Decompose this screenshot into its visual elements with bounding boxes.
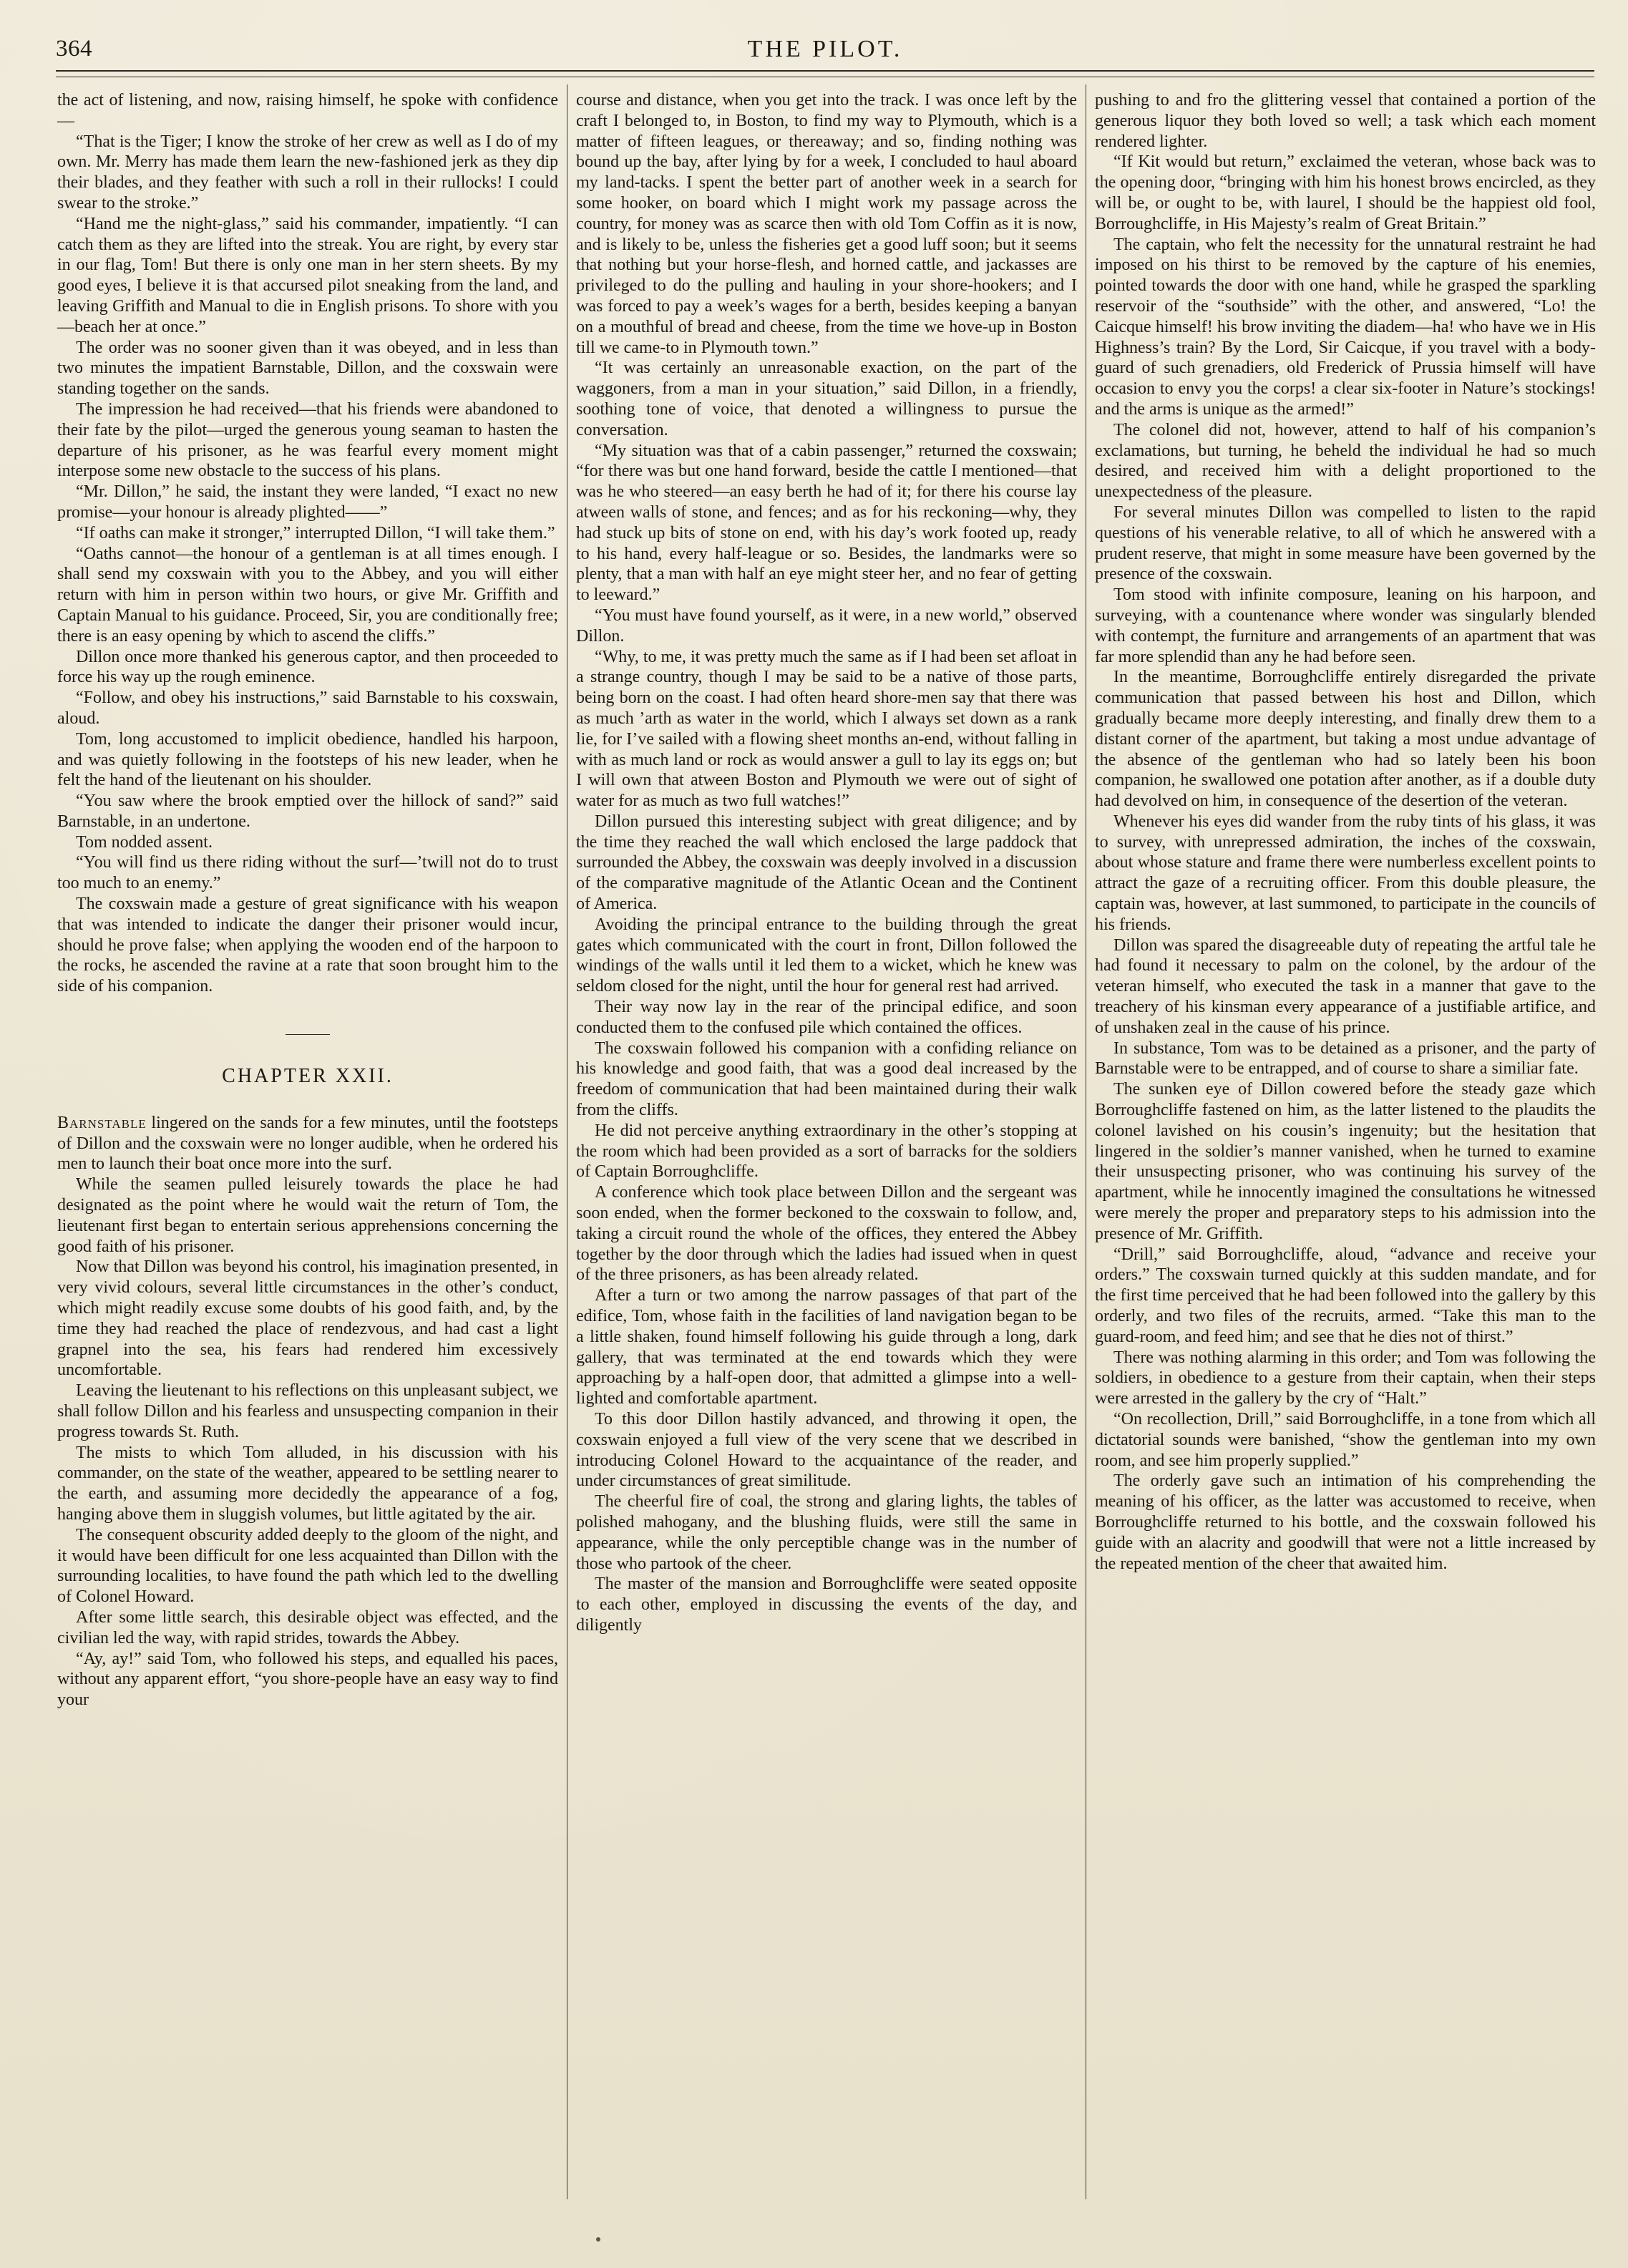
paragraph: “If Kit would but return,” exclaimed the veteran, whose back was to the opening door, “bringing with him his honest brows encircled, as they will be, or ought to be, with laurel, I should be the happiest old fool, Borroughcliffe, in His Majesty’s realm of Great Britain.” bbox=[1095, 152, 1596, 233]
paragraph: Tom nodded assent. bbox=[76, 832, 213, 852]
paragraph: Avoiding the principal entrance to the building through the great gates which communicated with the court in front, Dillon followed the windings of the walls until it led them to a wicket, which he knew was seldom closed for the night, until the hour for general rest had arrived. bbox=[576, 915, 1077, 996]
paragraph: “Follow, and obey his instructions,” said Barnstable to his coxswain, aloud. bbox=[57, 688, 558, 728]
paragraph: The order was no sooner given than it was obeyed, and in less than two minutes the impatient Barnstable, Dillon, and the coxswain were standing together on the sands. bbox=[57, 338, 558, 399]
text-column-3 bbox=[1095, 90, 1596, 1574]
section-divider bbox=[286, 1034, 330, 1035]
header-rule bbox=[56, 70, 1594, 77]
paragraph: “That is the Tiger; I know the stroke of her crew as well as I do of my own. Mr. Merry has made them learn the new-fashioned jerk as they dip their blades, and they feather with such a roll in their rullocks! I could swear to the stroke.” bbox=[57, 132, 558, 213]
paragraph: He did not perceive anything extraordinary in the other’s stopping at the room which had been provided as a sort of barracks for the soldiers of Captain Borroughcliffe. bbox=[576, 1121, 1077, 1182]
paragraph: The consequent obscurity added deeply to the gloom of the night, and it would have been difficult for one less acquainted than Dillon with the surrounding localities, to have found the path which led to the dwelling of Colonel Howard. bbox=[57, 1525, 558, 1607]
paragraph: The colonel did not, however, attend to half of his companion’s exclamations, but turning, he beheld the individual he had so much desired, and received him with a delight proportioned to the unexpectedness of the pleasure. bbox=[1095, 420, 1596, 502]
paragraph: “You saw where the brook emptied over the hillock of sand?” said Barnstable, in an undertone. bbox=[57, 792, 558, 831]
paragraph: Dillon was spared the disagreeable duty of repeating the artful tale he had found it necessary to palm on the colonel, by the ardour of the veteran himself, who executed the task in a manner that gave to the treachery of his kinsman every appearance of a justifiable artifice, and of unshaken zeal in the cause of his prince. bbox=[1095, 935, 1596, 1037]
text-column-1 bbox=[57, 90, 558, 1710]
paragraph: The coxswain followed his companion with a confiding reliance on his knowledge and good faith, that was a good deal increased by the freedom of communication that had been maintained during their walk from the cliffs. bbox=[576, 1038, 1077, 1120]
paragraph: In the meantime, Borroughcliffe entirely disregarded the private communication that passed between his host and Dillon, which gradually became more deeply interesting, and finally drew them to a distant corner of the apartment, but taking a most undue advantage of the absence of the gentleman who had so lately been his boon companion, he swallowed one potation after another, as if a double duty had devolved on him, in consequence of the desertion of the veteran. bbox=[1095, 668, 1596, 811]
paragraph: The orderly gave such an intimation of his comprehending the meaning of his officer, as the latter was accustomed to receive, when Borroughcliffe returned to his bottle, and the coxswain followed his guide with an alacrity and goodwill that were not a little increased by the repeated mention of the cheer that awaited him. bbox=[1095, 1471, 1596, 1573]
paragraph: A conference which took place between Dillon and the sergeant was soon ended, when the former beckoned to the coxswain to follow, and, taking a circuit round the whole of the offices, they entered the Abbey together by the door through which the ladies had issued when in quest of the three prisoners, as has been already related. bbox=[576, 1183, 1077, 1285]
paragraph: Tom, long accustomed to implicit obedience, handled his harpoon, and was quietly following in the footsteps of his new leader, when he felt the hand of the lieutenant on his shoulder. bbox=[57, 729, 558, 790]
paragraph: While the seamen pulled leisurely towards the place he had designated as the point where he would wait the return of Tom, the lieutenant first began to entertain serious apprehensions concerning the good faith of his prisoner. bbox=[57, 1175, 558, 1256]
paragraph: Dillon once more thanked his generous captor, and then proceeded to force his way up the rough eminence. bbox=[57, 647, 558, 687]
paragraph: “Mr. Dillon,” he said, the instant they were landed, “I exact no new promise—your honour is already plighted——” bbox=[57, 482, 558, 522]
paragraph: “Drill,” said Borroughcliffe, aloud, “advance and receive your orders.” The coxswain turned quickly at this sudden mandate, and for the first time perceived that he had been followed into the gallery by this orderly, and two files of the recruits, armed. “Take this man to the guard-room, and feed him; and see that he dies not of thirst.” bbox=[1095, 1245, 1596, 1346]
paragraph: “You will find us there riding without the surf—’twill not do to trust too much to an enemy.” bbox=[57, 853, 558, 893]
paragraph: To this door Dillon hastily advanced, and throwing it open, the coxswain enjoyed a full view of the very scene that we described in introducing Colonel Howard to the acquaintance of the reader, and under circumstances of great similitude. bbox=[576, 1410, 1077, 1491]
paragraph: After some little search, this desirable object was effected, and the civilian led the way, with rapid strides, towards the Abbey. bbox=[57, 1607, 558, 1648]
paragraph: There was nothing alarming in this order; and Tom was following the soldiers, in obedience to a gesture from their captain, when their steps were arrested in the gallery by the cry of “Halt.” bbox=[1095, 1348, 1596, 1408]
paragraph: Dillon pursued this interesting subject with great diligence; and by the time they reached the wall which enclosed the large paddock that surrounded the Abbey, the coxswain was deeply involved in a discussion of the comparative magnitude of the Atlantic Ocean and the Continent of America. bbox=[576, 812, 1077, 914]
paragraph: The master of the mansion and Borroughcliffe were seated opposite to each other, employed in discussing the events of the day, and diligently bbox=[576, 1575, 1077, 1635]
paragraph: Their way now lay in the rear of the principal edifice, and soon conducted them to the confused pile which contained the offices. bbox=[576, 998, 1077, 1037]
paragraph: Now that Dillon was beyond his control, his imagination presented, in very vivid colours, several little circumstances in the other’s conduct, which might readily excuse some doubts of his good faith, and, by the time they had reached the place of rendezvous, and had cast a light grapnel into the sea, his fears had rendered him excessively uncomfortable. bbox=[57, 1257, 558, 1380]
paragraph: “Oaths cannot—the honour of a gentleman is at all times enough. I shall send my coxswain with you to the Abbey, and you will either return with him in person within two hours, or give Mr. Griffith and Captain Manual to his guidance. Proceed, Sir, you are conditionally free; there is an easy opening by which to ascend the cliffs.” bbox=[57, 544, 558, 646]
paragraph: The mists to which Tom alluded, in his discussion with his commander, on the state of the weather, appeared to be settling nearer to the earth, and assuming more decidedly the appearance of a fog, hanging above them in sluggish volumes, but little agitated by the air. bbox=[57, 1443, 558, 1524]
paragraph: “My situation was that of a cabin passenger,” returned the coxswain; “for there was but one hand forward, beside the cattle I mentioned—that was he who steered—an easy berth he had of it; for there his course lay atween walls of stone, and fences; and as for his reckoning—why, they had stuck up bits of stone on end, with his day’s work footed up, ready to his hand, every half-league or so. Besides, the landmarks were so plenty, that a man with half an eye might steer her, and no fear of getting to leeward.” bbox=[576, 441, 1077, 605]
paragraph: Tom stood with infinite composure, leaning on his harpoon, and surveying, with a countenance where wonder was singularly blended with contempt, the furniture and arrangements of an apartment that was far more splendid than any he had before seen. bbox=[1095, 585, 1596, 666]
paragraph: “Hand me the night-glass,” said his commander, impatiently. “I can catch them as they are lifted into the streak. You are right, by every star in our flag, Tom! But there is only one man in her stern sheets. By my good eyes, I believe it is that accursed pilot sneaking from the land, and leaving Griffith and Manual to die in English prisons. To shore with you—beach her at once.” bbox=[57, 214, 558, 336]
paragraph: The captain, who felt the necessity for the unnatural restraint he had imposed on his thirst to be removed by the capture of his enemies, pointed towards the door with one hand, while he grasped the sparkling reservoir of the “southside” with the other, and answered, “Lo! the Caicque himself! his brow inviting the diadem—ha! who have we in His Highness’s train? By the Lord, Sir Caicque, if you travel with a body-guard of such grenadiers, old Frederick of Prussia himself will have occasion to envy you the corps! a clear six-footer in Nature’s stockings! and the arms is unique as the armed!” bbox=[1095, 235, 1596, 419]
page-header bbox=[56, 31, 1594, 69]
paragraph: pushing to and fro the glittering vessel that contained a portion of the generous liquor they both loved so well; a task which each moment rendered lighter. bbox=[1095, 91, 1596, 151]
page-number: 364 bbox=[56, 36, 92, 62]
paragraph: “On recollection, Drill,” said Borroughcliffe, in a tone from which all dictatorial sounds were banished, “show the gentleman into my own room, and see him properly supplied.” bbox=[1095, 1410, 1596, 1470]
paragraph: In substance, Tom was to be detained as a prisoner, and the party of Barnstable were to be entrapped, and of course to share a similiar fate. bbox=[1095, 1038, 1596, 1079]
chapter-heading: CHAPTER XXII. bbox=[222, 1065, 394, 1088]
running-title: THE PILOT. bbox=[747, 36, 903, 62]
paragraph: After a turn or two among the narrow passages of that part of the edifice, Tom, whose faith in the facilities of land navigation began to be a little shaken, found himself following his guide through a long, dark gallery, that was terminated at the end towards which they were approaching by a half-open door, that admitted a glimpse into a well-lighted and comfortable apartment. bbox=[576, 1286, 1077, 1408]
paragraph: Whenever his eyes did wander from the ruby tints of his glass, it was to survey, with unrepressed admiration, the inches of the coxswain, about whose stature and frame there were numberless excellent points to attract the gaze of a recruiting officer. From this double pleasure, the captain was, however, at last summoned, to participate in the councils of his friends. bbox=[1095, 812, 1596, 934]
paragraph: “You must have found yourself, as it were, in a new world,” observed Dillon. bbox=[576, 605, 1077, 646]
paragraph: The sunken eye of Dillon cowered before the steady gaze which Borroughcliffe fastened on him, as the latter listened to the plaudits the colonel lavished on his cousin’s ingenuity; but the hesitation that lingered in the soldier’s manner vanished, when he turned to examine their unsuspecting prisoner, who was continuing his survey of the apartment, while he innocently imagined the consultations he witnessed were merely the proper and preparatory steps to his admission into the presence of Mr. Griffith. bbox=[1095, 1080, 1596, 1243]
paragraph: the act of listening, and now, raising himself, he spoke with confidence— bbox=[57, 91, 558, 130]
paragraph: The coxswain made a gesture of great significance with his weapon that was intended to indicate the danger their prisoner would incur, should he prove false; when applying the wooden end of the harpoon to the rocks, he ascended the ravine at a rate that soon brought him to the side of his companion. bbox=[57, 895, 558, 996]
paragraph: The impression he had received—that his friends were abandoned to their fate by the pilot—urged the generous young seaman to hasten the departure of his prisoner, as he was fearful every moment might interpose some new obstacle to the success of his plans. bbox=[57, 399, 558, 481]
print-mark bbox=[596, 2237, 600, 2242]
paragraph: “Why, to me, it was pretty much the same as if I had been set afloat in a strange country, though I may be said to be a native of those parts, being born on the coast. I had often heard shore-men say that there was as much ’arth as water in the world, which I always set down as a rank lie, for I’ve sailed with a flowing sheet months an-end, without falling in with as much land or rock as would answer a gull to lay its eggs on; but I will own that atween Boston and Plymouth we were out of sight of water for as much as two full watches!” bbox=[576, 647, 1077, 811]
paragraph: “If oaths can make it stronger,” interrupted Dillon, “I will take them.” bbox=[76, 523, 555, 542]
paragraph: The cheerful fire of coal, the strong and glaring lights, the tables of polished mahogany, and the blushing fluids, were still the same in appearance, while the only perceptible change was in the number of those who partook of the cheer. bbox=[576, 1492, 1077, 1573]
paragraph: “It was certainly an unreasonable exaction, on the part of the waggoners, from a man in your situation,” said Dillon, in a friendly, soothing tone of voice, that denoted a willingness to pursue the conversation. bbox=[576, 359, 1077, 439]
paragraph: course and distance, when you get into the track. I was once left by the craft I belonged to, in Boston, to find my way to Plymouth, which is a matter of fifteen leagues, or thereaway; and so, finding nothing was bound up the bay, after lying by for a week, I concluded to haul aboard my land-tacks. I spent the better part of another week in a search for some hooker, on board which I might work my passage across the country, for money was as scarce then with old Tom Coffin as it is now, and is likely to be, unless the fisheries get a good luff soon; but it seems that nothing but your horse-flesh, and horned cattle, and jackasses are privileged to do the pulling and hauling in your shore-hookers; and I was forced to pay a week’s wages for a berth, besides keeping a banyan on a mouthful of bread and cheese, from the time we hove-up in Boston till we came-to in Plymouth town.” bbox=[576, 91, 1077, 357]
text-column-2 bbox=[576, 90, 1077, 1636]
paragraph: Leaving the lieutenant to his reflections on this unpleasant subject, we shall follow Dillon and his fearless and unsuspecting companion in their progress towards St. Ruth. bbox=[57, 1381, 558, 1441]
chapter-opening-paragraph bbox=[57, 1113, 558, 1174]
chapter-opening-text: lingered on the sands for a few minutes, until the footsteps of Dillon and the coxswain were no longer audible, when he ordered his men to launch their boat once more into the surf. bbox=[57, 1113, 558, 1174]
chapter-first-word: Barnstable bbox=[57, 1113, 147, 1132]
paragraph: “Ay, ay!” said Tom, who followed his steps, and equalled his paces, without any apparent effort, “you shore-people have an easy way to find your bbox=[57, 1649, 558, 1710]
paragraph: For several minutes Dillon was compelled to listen to the rapid questions of his venerable relative, to all of which he answered with a prudent reserve, that might in some measure have been governed by the presence of the coxswain. bbox=[1095, 502, 1596, 584]
